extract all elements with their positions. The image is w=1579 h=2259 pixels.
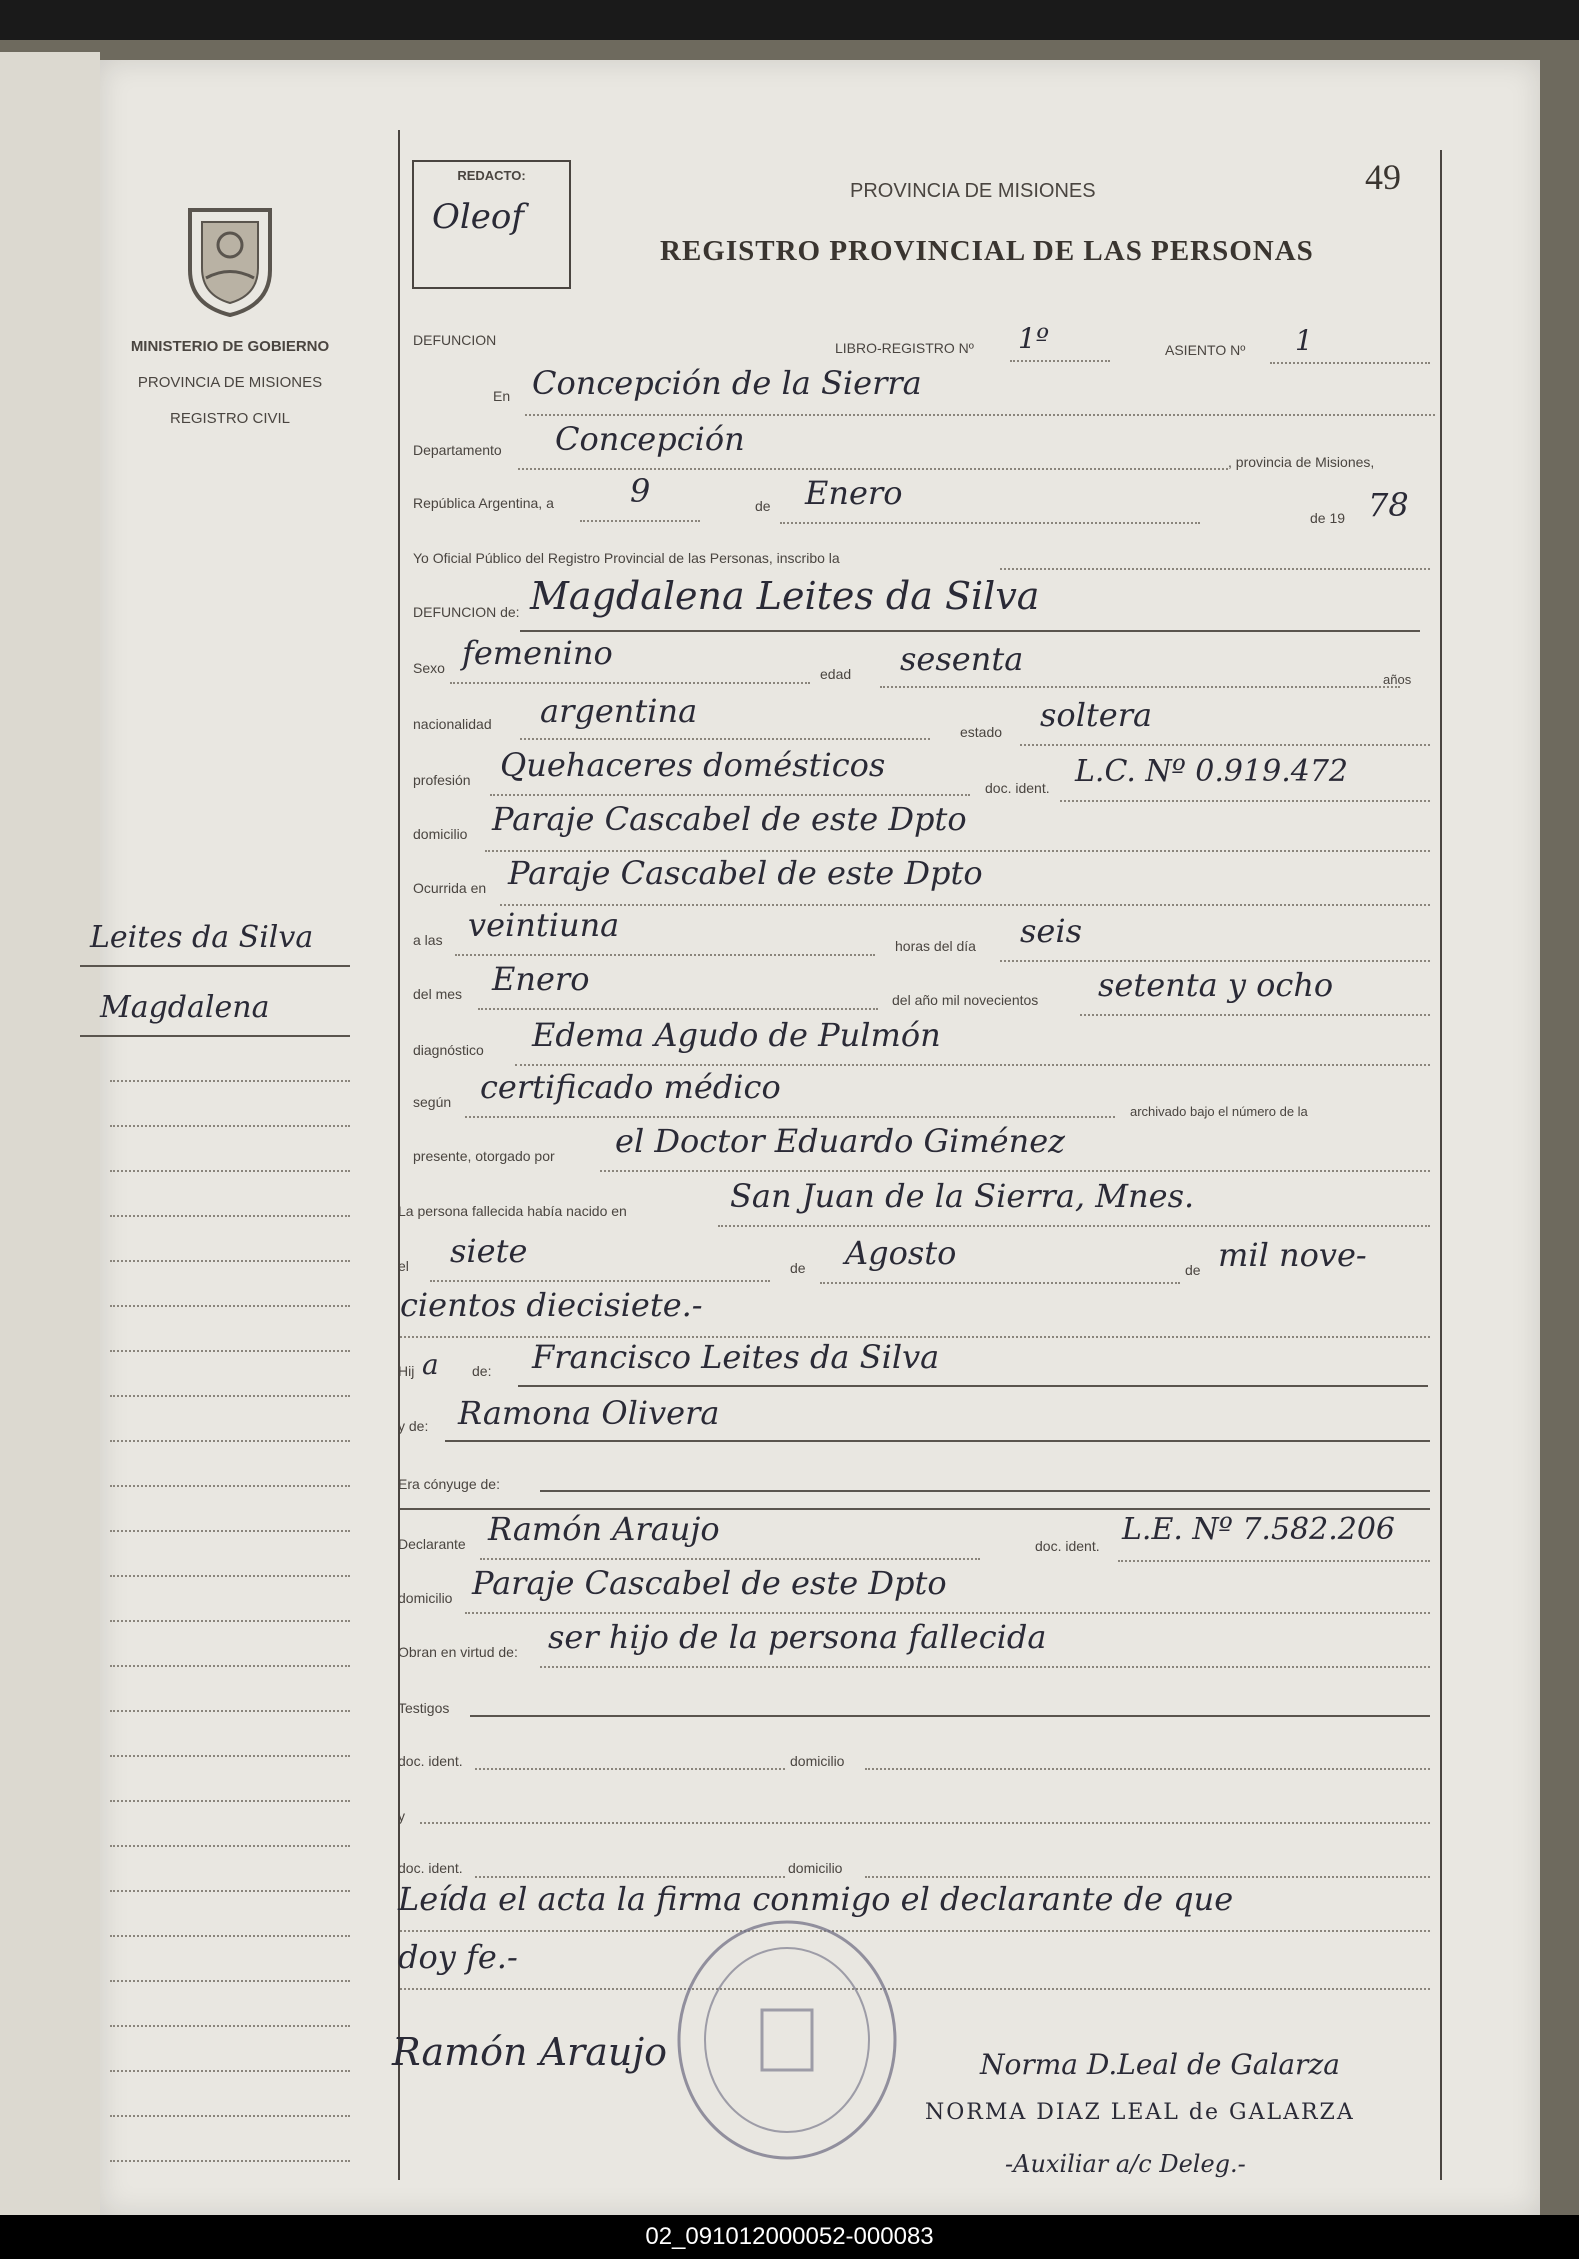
margin-dotted-line: [110, 1800, 350, 1802]
obran-value: ser hijo de la persona fallecida: [548, 1618, 1047, 1656]
domicilio-label: domicilio: [413, 826, 468, 842]
asiento-label: ASIENTO Nº: [1165, 342, 1246, 358]
margin-dotted-line: [110, 1845, 350, 1847]
declarante-line: [480, 1558, 980, 1560]
de2-value: Agosto: [845, 1234, 957, 1272]
margin-dotted-line: [110, 1215, 350, 1217]
margin-dotted-line: [110, 1620, 350, 1622]
redacto-initials: Oleof: [432, 197, 524, 237]
margin-dotted-line: [110, 1890, 350, 1892]
nacionalidad-line: [520, 738, 930, 740]
en-label: En: [493, 388, 511, 404]
margin-dotted-line: [110, 1935, 350, 1937]
y-de-label: y de:: [398, 1418, 429, 1434]
profesion-label: profesión: [413, 772, 471, 788]
del-mes-line: [478, 1008, 878, 1010]
horas-label: horas del día: [895, 938, 976, 954]
del-mes-value: Enero: [492, 960, 590, 998]
declarante-dom-label: domicilio: [398, 1590, 453, 1606]
intro-text: Yo Oficial Público del Registro Provincial de las Personas, inscribo la: [413, 550, 840, 566]
margin-given-name: Magdalena: [100, 990, 270, 1025]
mother-line: [445, 1440, 1430, 1442]
presente-value: el Doctor Eduardo Giménez: [615, 1122, 1066, 1160]
margin-dotted-line: [110, 2070, 350, 2072]
asiento-line: [1270, 362, 1430, 364]
y-label: y: [398, 1808, 405, 1824]
asiento-value: 1: [1295, 324, 1313, 357]
del-mes-label: del mes: [413, 986, 463, 1002]
margin-dotted-line: [110, 1755, 350, 1757]
closing-line-1: Leída el acta la firma conmigo el declarante de que: [398, 1880, 1234, 1918]
declarante-label: Declarante: [398, 1536, 466, 1552]
de2-label: de: [790, 1260, 806, 1276]
margin-dotted-line: [110, 2115, 350, 2117]
departamento-line: [518, 468, 1228, 470]
libro-line: [1010, 360, 1110, 362]
margin-dotted-line: [110, 1440, 350, 1442]
margin-dotted-line: [110, 1575, 350, 1577]
declarante-doc-value: L.E. Nº 7.582.206: [1122, 1512, 1396, 1547]
doc-ident-label: doc. ident.: [985, 780, 1050, 796]
obran-label: Obran en virtud de:: [398, 1644, 518, 1660]
conyuge-line: [540, 1490, 1430, 1492]
del-ano-value: setenta y ocho: [1098, 966, 1334, 1004]
libro-value: 1º: [1018, 322, 1049, 355]
doc-line: [1060, 800, 1430, 802]
libro-label: LIBRO-REGISTRO Nº: [835, 340, 974, 356]
t2-dom-line: [865, 1876, 1430, 1878]
el-label: el: [398, 1258, 409, 1274]
sexo-label: Sexo: [413, 660, 445, 676]
testigos-label: Testigos: [398, 1700, 450, 1716]
register-page: [90, 60, 1540, 2215]
type-label: DEFUNCION: [413, 332, 497, 348]
margin-surname: Leites da Silva: [90, 920, 314, 955]
declarante-doc-line: [1118, 1560, 1430, 1562]
right-border-line: [1440, 150, 1442, 2180]
y-line: [420, 1822, 1430, 1824]
t1-dom-label: domicilio: [790, 1753, 845, 1769]
deceased-name-line: [520, 630, 1420, 632]
redacto-label: REDACTO:: [457, 168, 526, 183]
declarante-dom-line: [465, 1612, 1430, 1614]
diagnostico-line: [515, 1064, 1430, 1066]
ministry-label: MINISTERIO DE GOBIERNO: [130, 338, 330, 355]
en-line: [525, 414, 1435, 416]
presente-line: [600, 1170, 1430, 1172]
hij-suffix: a: [422, 1348, 439, 1381]
day-line: [580, 520, 700, 522]
estado-label: estado: [960, 724, 1003, 740]
ocurrida-line: [500, 904, 1430, 906]
t1-dom-line: [865, 1768, 1430, 1770]
horas-line: [1000, 960, 1430, 962]
provincia-suffix: , provincia de Misiones,: [1228, 454, 1375, 470]
doc-value: L.C. Nº 0.919.472: [1075, 754, 1348, 789]
horas-value: seis: [1020, 912, 1083, 950]
departamento-value: Concepción: [555, 420, 745, 458]
ocurrida-label: Ocurrida en: [413, 880, 487, 896]
margin-dotted-line: [110, 1125, 350, 1127]
closing-line-2: doy fe.-: [398, 1938, 518, 1976]
closing-line-2-dots: [400, 1988, 1430, 1990]
margin-dotted-line: [110, 1080, 350, 1082]
hij-label: Hij: [398, 1363, 415, 1379]
nacionalidad-label: nacionalidad: [413, 716, 492, 732]
segun-line: [465, 1116, 1115, 1118]
departamento-label: Departamento: [413, 442, 502, 458]
father-value: Francisco Leites da Silva: [532, 1338, 940, 1376]
margin-dotted-line: [110, 1170, 350, 1172]
redacto-box: [412, 160, 571, 289]
day-value: 9: [630, 472, 651, 510]
t1-doc-line: [475, 1768, 785, 1770]
civil-registry-label: REGISTRO CIVIL: [169, 410, 291, 427]
t1-doc-label: doc. ident.: [398, 1753, 463, 1769]
sexo-line: [450, 682, 810, 684]
margin-dotted-line: [110, 1980, 350, 1982]
de3-label: de: [1185, 1262, 1201, 1278]
month-line: [780, 522, 1200, 524]
declarant-signature: Ramón Araujo: [392, 2030, 667, 2074]
el-value: siete: [450, 1232, 528, 1270]
margin-dotted-line: [110, 1530, 350, 1532]
edad-label: edad: [820, 666, 852, 682]
margin-dotted-line: [110, 1350, 350, 1352]
deceased-name: Magdalena Leites da Silva: [530, 574, 1040, 618]
segun-label: según: [413, 1094, 452, 1110]
nacido-value: San Juan de la Sierra, Mnes.: [730, 1177, 1195, 1215]
margin-dotted-line: [110, 2025, 350, 2027]
archivado-label: archivado bajo el número de la: [1130, 1104, 1308, 1119]
obran-line: [540, 1666, 1430, 1668]
segun-value: certificado médico: [480, 1068, 781, 1106]
sidebar-province-label: PROVINCIA DE MISIONES: [137, 374, 323, 391]
en-value: Concepción de la Sierra: [532, 364, 922, 402]
margin-dotted-line: [110, 2160, 350, 2162]
adjacent-page: [0, 52, 100, 2215]
edad-value: sesenta: [900, 640, 1024, 678]
coat-of-arms-seal: [180, 200, 280, 320]
margin-dotted-line: [110, 1260, 350, 1262]
continuation-value: cientos diecisiete.-: [400, 1286, 703, 1324]
margin-line: [80, 965, 350, 967]
official-printed-name: NORMA DIAZ LEAL de GALARZA: [925, 2100, 1355, 2125]
de3-value: mil nove-: [1218, 1236, 1367, 1274]
margin-line: [80, 1035, 350, 1037]
a-las-label: a las: [413, 932, 443, 948]
sexo-value: femenino: [462, 634, 613, 672]
registry-heading: REGISTRO PROVINCIAL DE LAS PERSONAS: [660, 235, 1314, 267]
official-title: -Auxiliar a/c Deleg.-: [1005, 2150, 1246, 2178]
declarante-value: Ramón Araujo: [488, 1510, 720, 1548]
defuncion-de-label: DEFUNCION de:: [413, 604, 520, 620]
t2-doc-label: doc. ident.: [398, 1860, 463, 1876]
profesion-line: [490, 794, 970, 796]
nacido-line: [718, 1225, 1430, 1227]
hij-de-label: de:: [472, 1363, 492, 1379]
ocurrida-value: Paraje Cascabel de este Dpto: [508, 854, 983, 892]
declarante-dom-value: Paraje Cascabel de este Dpto: [472, 1564, 947, 1602]
declarante-doc-label: doc. ident.: [1035, 1538, 1100, 1554]
domicilio-value: Paraje Cascabel de este Dpto: [492, 800, 967, 838]
profesion-value: Quehaceres domésticos: [500, 746, 886, 784]
el-line: [430, 1280, 770, 1282]
diagnostico-label: diagnóstico: [413, 1042, 484, 1058]
diagnostico-value: Edema Agudo de Pulmón: [532, 1016, 941, 1054]
month-value: Enero: [805, 474, 903, 512]
de2-line: [820, 1282, 1180, 1284]
official-stamp: [672, 1915, 902, 2165]
a-las-value: veintiuna: [468, 906, 620, 944]
margin-dotted-line: [110, 1485, 350, 1487]
t2-doc-line: [475, 1876, 785, 1878]
de-19-label: de 19: [1310, 510, 1346, 526]
margin-dotted-line: [110, 1395, 350, 1397]
testigos-line: [470, 1715, 1430, 1717]
a-las-line: [455, 954, 875, 956]
margin-dotted-line: [110, 1710, 350, 1712]
t2-dom-label: domicilio: [788, 1860, 843, 1876]
conyuge-label: Era cónyuge de:: [398, 1476, 500, 1492]
presente-label: presente, otorgado por: [413, 1148, 555, 1164]
father-line: [518, 1385, 1428, 1387]
estado-line: [1020, 744, 1430, 746]
official-signature: Norma D.Leal de Galarza: [980, 2048, 1340, 2081]
domicilio-line: [485, 850, 1430, 852]
de-label: de: [755, 498, 771, 514]
republica-label: República Argentina, a: [413, 495, 554, 511]
closing-line-1-dots: [400, 1930, 1430, 1932]
page-number: 49: [1365, 157, 1401, 197]
margin-dotted-line: [110, 1665, 350, 1667]
edad-line: [880, 686, 1400, 688]
nacido-label: La persona fallecida había nacido en: [398, 1203, 627, 1219]
margin-dotted-line: [110, 1305, 350, 1307]
del-ano-line: [1080, 1014, 1430, 1016]
estado-value: soltera: [1040, 696, 1153, 734]
intro-line: [1000, 568, 1430, 570]
province-heading: PROVINCIA DE MISIONES: [850, 180, 1096, 202]
year-value: 78: [1368, 486, 1409, 524]
del-ano-label: del año mil novecientos: [892, 992, 1039, 1008]
anos-label: años: [1383, 672, 1412, 687]
scan-footer-code: 02_091012000052-000083: [0, 2215, 1579, 2259]
nacionalidad-value: argentina: [540, 692, 698, 730]
mother-value: Ramona Olivera: [458, 1394, 720, 1432]
